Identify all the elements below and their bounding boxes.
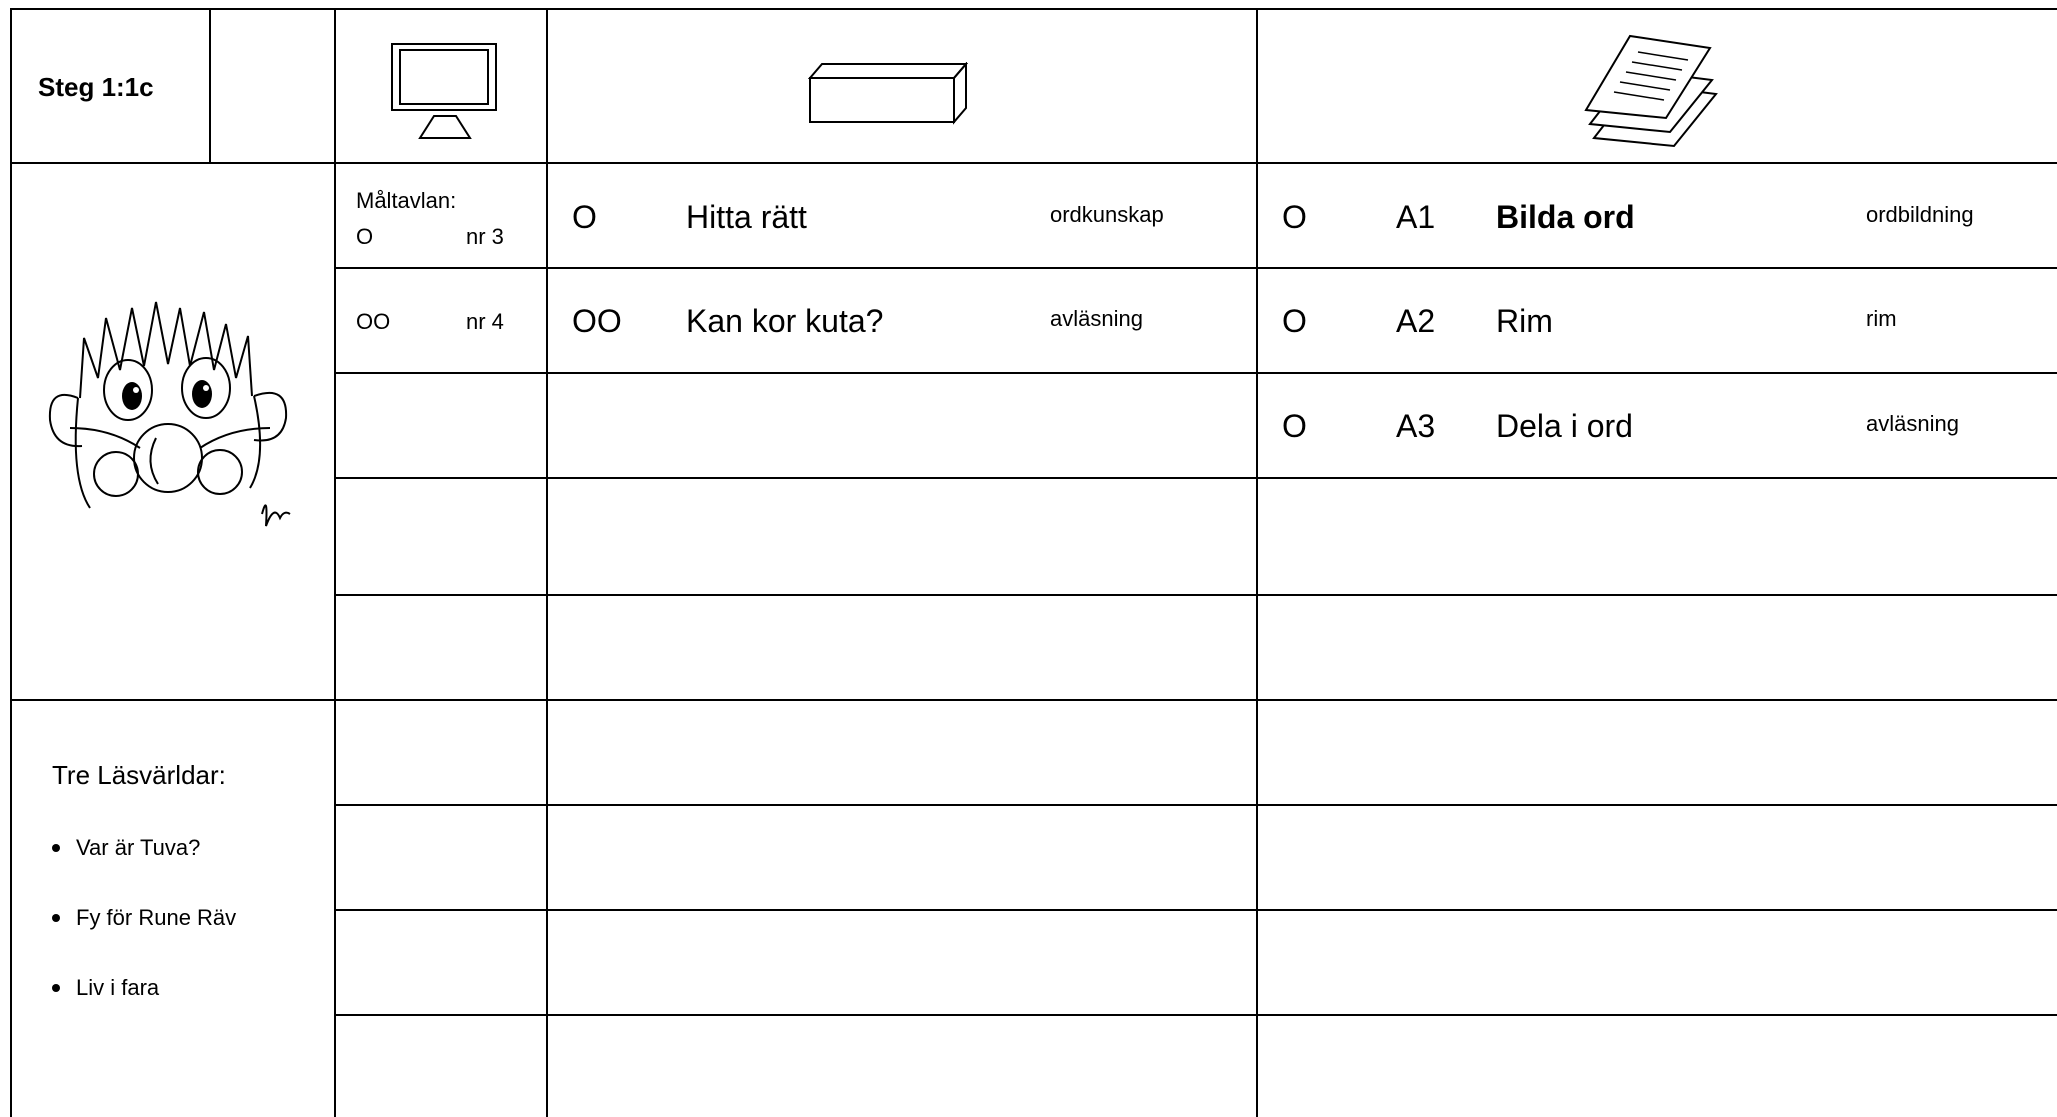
box-row1-level: O: [572, 199, 597, 235]
header-bottom: [10, 162, 2057, 164]
paper-row2-level: O: [1282, 303, 1307, 339]
reading-world-item: Fy för Rune Räv: [76, 905, 237, 930]
reading-world-item: Liv i fara: [76, 975, 160, 1000]
row-sep-1: [334, 267, 2057, 269]
box-row1-title: Hitta rätt: [686, 199, 807, 235]
box-row2-title: Kan kor kuta?: [686, 303, 884, 339]
row-sep-7: [334, 909, 2057, 911]
row-sep-4: [334, 594, 2057, 596]
computer-row1-level: O: [356, 224, 374, 249]
box-row2-tag: avläsning: [1050, 306, 1143, 331]
paper-row1-title: Bilda ord: [1496, 199, 1635, 235]
paper-row1-level: O: [1282, 199, 1307, 235]
bullet-icon: [52, 844, 60, 852]
paper-row3-title: Dela i ord: [1496, 408, 1633, 444]
top-border: [10, 8, 2057, 10]
reading-worlds-heading: Tre Läsvärldar:: [52, 760, 226, 790]
computer-icon: [390, 42, 500, 147]
computer-row2-nr: nr 4: [466, 309, 504, 334]
left-border: [10, 8, 12, 1117]
col-sep-2: [546, 8, 548, 1117]
paper-row3-level: O: [1282, 408, 1307, 444]
row-sep-8: [334, 1014, 2057, 1016]
row-sep-6: [334, 804, 2057, 806]
reading-world-item: Var är Tuva?: [76, 835, 201, 860]
paper-row3-tag: avläsning: [1866, 411, 1959, 436]
papers-icon: [1578, 26, 1728, 155]
bullet-icon: [52, 984, 60, 992]
row-sep-5: [10, 699, 2057, 701]
paper-row1-code: A1: [1396, 199, 1436, 235]
col-sep-1: [334, 8, 336, 1117]
col-sep-step: [209, 8, 211, 163]
paper-row2-code: A2: [1396, 303, 1436, 339]
paper-row3-code: A3: [1396, 408, 1436, 444]
box-icon: [808, 62, 968, 131]
computer-row1-nr: nr 3: [466, 224, 504, 249]
box-row2-level: OO: [572, 303, 622, 339]
box-row1-tag: ordkunskap: [1050, 202, 1164, 227]
row-sep-2: [334, 372, 2057, 374]
computer-row1-title: Måltavlan:: [356, 188, 457, 213]
row-sep-3: [334, 477, 2057, 479]
computer-row2-level: OO: [356, 309, 391, 334]
clown-face-illustration: [40, 278, 310, 543]
paper-row2-tag: rim: [1866, 306, 1897, 331]
col-sep-3: [1256, 8, 1258, 1117]
step-label: Steg 1:1c: [38, 72, 154, 102]
bullet-icon: [52, 914, 60, 922]
paper-row2-title: Rim: [1496, 303, 1553, 339]
paper-row1-tag: ordbildning: [1866, 202, 1974, 227]
